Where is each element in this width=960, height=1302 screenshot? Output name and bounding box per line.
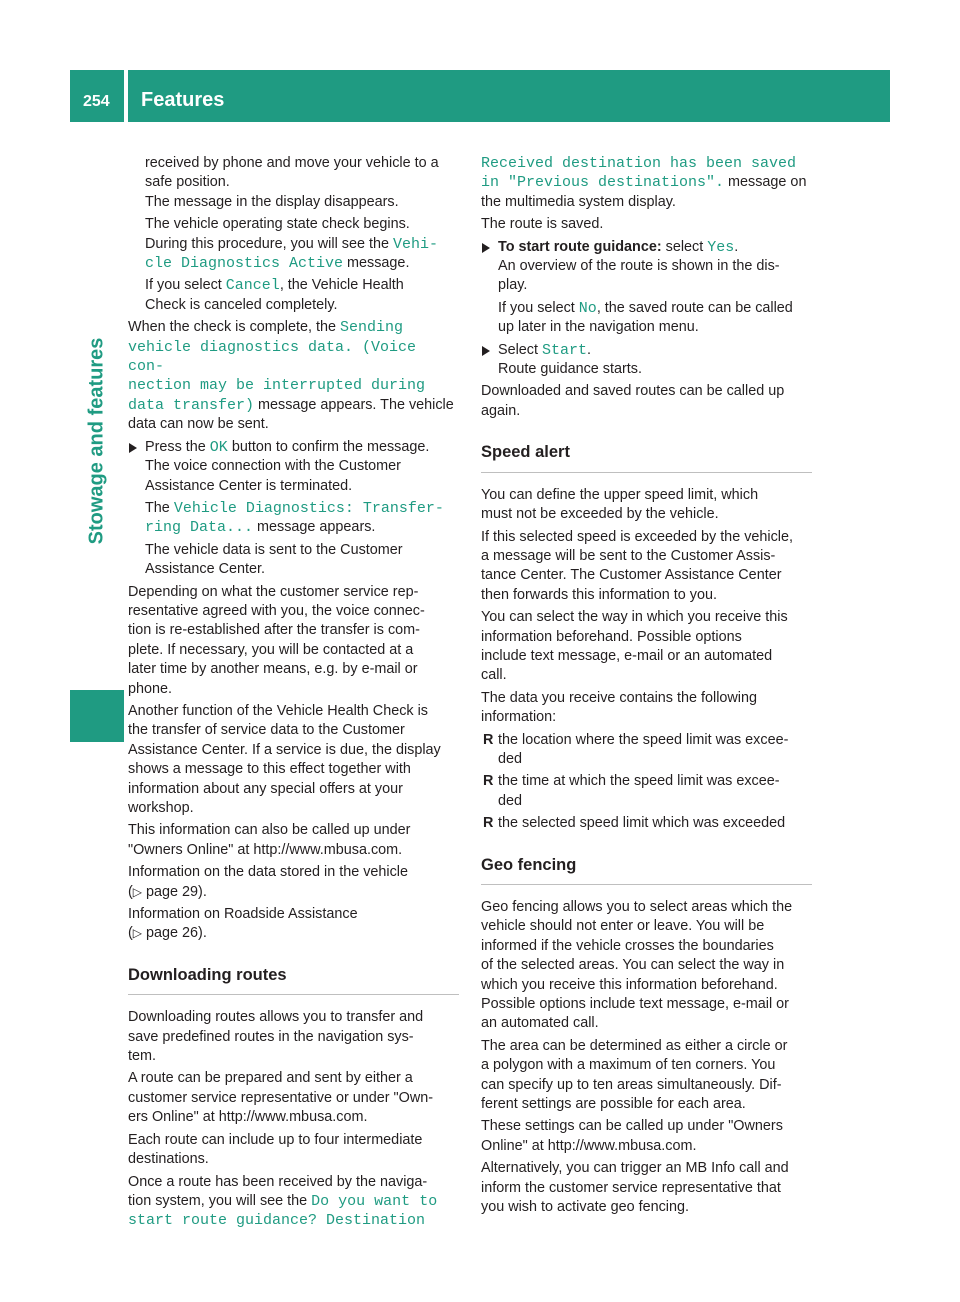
page-ref-icon: ▷ (132, 884, 143, 899)
instruction-step: Press the OK button to confirm the message. The voice connection with the Customer Assistance Center is terminated. (128, 438, 459, 496)
section-heading: Downloading routes (128, 966, 459, 995)
paragraph: This information can also be called up under "Owners Online" at http://www.mbusa.com. (128, 822, 411, 858)
paragraph: Depending on what the customer service rep- resentative agreed with you, the voice connec- tion is re-established after the transfer is com- plete. If necessary, you will be contacted at a later time by another means, e.g. by e-mail or phone. (128, 583, 425, 697)
bullet-icon: R (483, 773, 494, 790)
paragraph: Information on the data stored in the vehicle (▷ page 29). (128, 864, 408, 900)
page-ref-icon: ▷ (132, 926, 143, 941)
display-message: cle Diagnostics Active (145, 255, 344, 273)
step-continuation (128, 499, 459, 580)
display-message: Vehicle Diagnostics: Transfer‐ (173, 499, 444, 517)
right-column (481, 154, 812, 1221)
menu-option: Start (542, 341, 588, 359)
paragraph: Information on Roadside Assistance (▷ page 26). (128, 906, 358, 942)
paragraph: When the check is complete, the Sending vehicle diagnostics data. (Voice con‐ nection may be interrupted during data transfer) message appears. The vehicle data can now be sent. (128, 319, 454, 433)
page-number-box (70, 70, 124, 122)
step-arrow-icon (129, 443, 137, 453)
step-continuation (481, 299, 812, 338)
paragraph: The area can be determined as either a circle or a polygon with a maximum of ten corners. You can specify up to ten areas simultaneously. Dif- ferent settings are possible for each area. (481, 1037, 788, 1113)
chapter-title: Features (141, 89, 225, 111)
display-message: Do you want to (311, 1192, 438, 1210)
display-message: Received destination has been saved (481, 155, 797, 172)
paragraph: Each route can include up to four intermediate destinations. (128, 1131, 423, 1168)
paragraph: A route can be prepared and sent by either a customer service representative or under "Own- ers Online" at http://www.mbusa.com. (128, 1070, 434, 1126)
step-arrow-icon (482, 243, 490, 253)
section-heading: Speed alert (481, 443, 812, 472)
paragraph: received by phone and move your vehicle to a safe position. The message in the display disappears. (145, 155, 439, 210)
paragraph: The vehicle data is sent to the Customer Assistance Center. (145, 541, 403, 578)
paragraph: The vehicle operating state check begins. During this procedure, you will see the Vehi‐ cle Diagnostics Active message. (145, 216, 438, 273)
sidebar-marker (70, 690, 124, 742)
instruction-step: Select Start. Route guidance starts. (481, 341, 812, 380)
list-item: R the selected speed limit which was exceeded (481, 814, 812, 833)
instruction-step: To start route guidance: select Yes. An overview of the route is shown in the dis- play. (481, 238, 812, 296)
paragraph: Geo fencing allows you to select areas which the vehicle should not enter or leave. You will be informed if the vehicle crosses the boundaries of the selected areas. You can select the way in which you receive this information beforehand. Possible options include text message, e-mail or an automated call. (481, 899, 793, 1032)
page-reference[interactable]: page 29). (146, 883, 207, 900)
list-item: R the time at which the speed limit was excee- ded (483, 773, 780, 809)
list-item: R the location where the speed limit was excee- ded (483, 731, 789, 767)
paragraph: You can define the upper speed limit, which must not be exceeded by the vehicle. (481, 486, 759, 523)
sidebar-tab (70, 126, 124, 686)
chapter-header (128, 70, 890, 122)
paragraph: You can select the way in which you receive this information beforehand. Possible options include text message, e-mail or an automated call. (481, 609, 788, 684)
paragraph: These settings can be called up under "Owners Online" at http://www.mbusa.com. (481, 1118, 783, 1154)
left-column (128, 154, 459, 1234)
paragraph: The route is saved. (481, 216, 604, 233)
menu-option: No (578, 299, 597, 317)
paragraph: If this selected speed is exceeded by the vehicle, a message will be sent to the Customer Assis- tance Center. The Customer Assistance Center then forwards this information to you. (481, 528, 793, 603)
paragraph: If you select No, the saved route can be called up later in the navigation menu. (498, 299, 793, 336)
paragraph: Once a route has been received by the naviga- tion system, you will see the Do you want to start route guidance? Destination (128, 1173, 438, 1230)
paragraph: Downloaded and saved routes can be called up again. (481, 383, 785, 419)
page-reference[interactable]: page 26). (146, 925, 207, 942)
paragraph: The data you receive contains the following information: (481, 689, 757, 726)
bullet-icon: R (483, 815, 494, 832)
paragraph: If you select Cancel, the Vehicle Health Check is canceled completely. (145, 277, 404, 313)
bullet-icon: R (483, 731, 494, 748)
button-label: OK (209, 438, 228, 456)
menu-option: Cancel (225, 277, 280, 295)
paragraph: Another function of the Vehicle Health Check is the transfer of service data to the Customer Assistance Center. If a service is due, the display shows a message to this effect together with information about any special offers at your workshop. (128, 702, 441, 816)
display-message: Vehi‐ (392, 235, 438, 253)
menu-option: Yes (707, 238, 735, 256)
step-arrow-icon (482, 346, 490, 356)
paragraph: The Vehicle Diagnostics: Transfer‐ ring Data... message appears. (145, 499, 444, 537)
paragraph: Alternatively, you can trigger an MB Info call and inform the customer service representative that you wish to activate geo fencing. (481, 1160, 789, 1216)
page-number: 254 (83, 93, 110, 110)
display-message: Sending (339, 319, 403, 337)
step-continuation (128, 154, 459, 315)
sidebar-label: Stowage and features (85, 337, 108, 545)
paragraph: Received destination has been saved in "Previous destinations". message on the multimedia system display. (481, 155, 807, 210)
paragraph: Downloading routes allows you to transfer and save predefined routes in the navigation sys- tem. (128, 1009, 424, 1065)
section-heading: Geo fencing (481, 856, 812, 885)
